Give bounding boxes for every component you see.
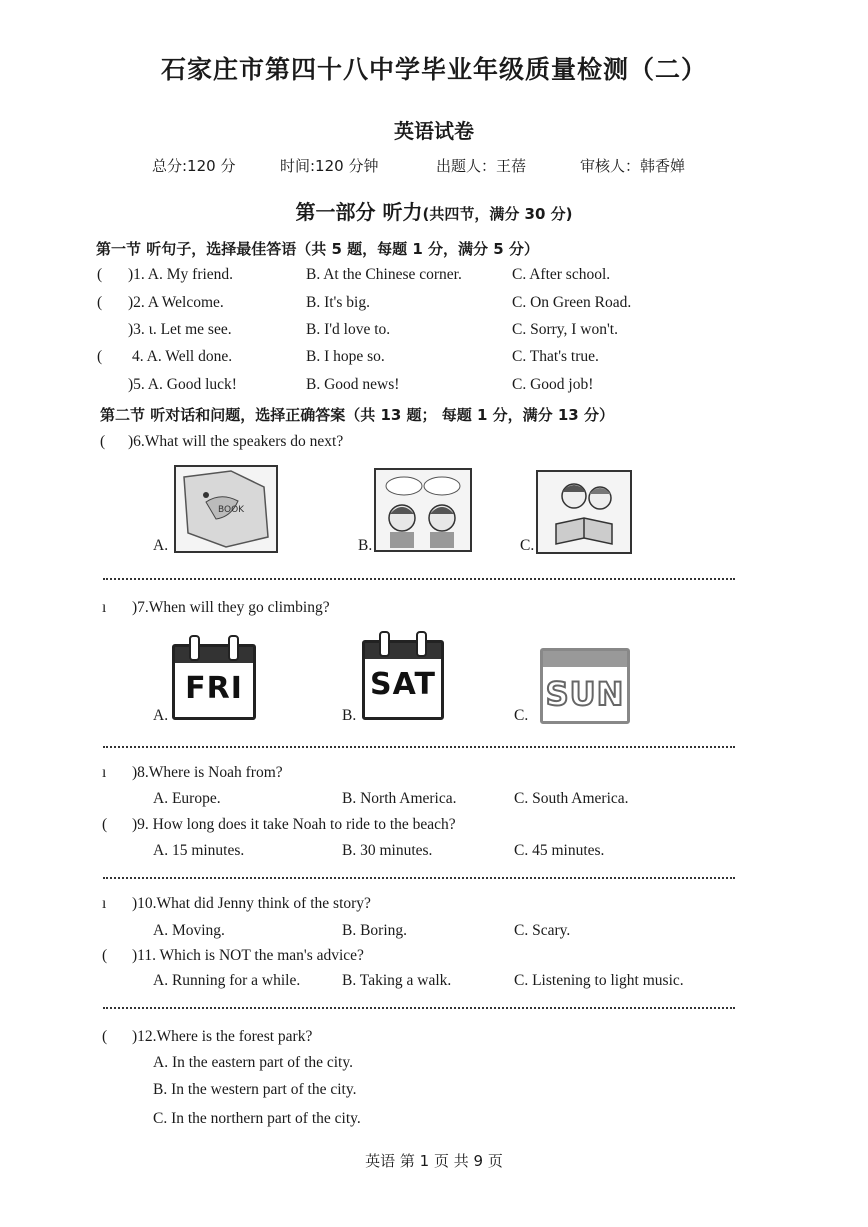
calendar-day-label: SAT	[370, 667, 436, 702]
talking-kids-picture	[374, 468, 472, 552]
question-option-a: 4. A. Well done.	[132, 348, 233, 365]
calendar-day-label: FRI	[185, 671, 243, 706]
answer-paren[interactable]: (	[102, 1028, 108, 1045]
q6-label-a: A.	[153, 537, 169, 554]
page-footer: 英语 第 1 页 共 9 页	[365, 1152, 503, 1170]
calendar-ring	[189, 635, 200, 661]
calendar-fri-icon	[172, 644, 256, 720]
question-7-text: )7.When will they go climbing?	[132, 599, 330, 616]
answer-paren[interactable]: ı	[102, 599, 107, 616]
calendar-sun-icon	[540, 648, 630, 724]
question-6-text: )6.What will the speakers do next?	[128, 433, 344, 450]
question-option-a: A. In the eastern part of the city.	[153, 1054, 353, 1071]
question-option-c: C. South America.	[514, 790, 629, 807]
exam-subtitle: 英语试卷	[394, 119, 474, 143]
question-option-c: C. On Green Road.	[512, 294, 632, 311]
q7-label-b: B.	[342, 707, 357, 724]
question-12-text: )12.Where is the forest park?	[132, 1028, 313, 1045]
exam-title: 石家庄市第四十八中学毕业年级质量检测（二）	[160, 55, 707, 84]
question-10-text: )10.What did Jenny think of the story?	[132, 895, 371, 912]
question-option-b: B. 30 minutes.	[342, 842, 433, 859]
question-8-text: )8.Where is Noah from?	[132, 764, 283, 781]
question-option-a: )5. A. Good luck!	[128, 376, 237, 393]
question-option-b: B. North America.	[342, 790, 457, 807]
q7-label-a: A.	[153, 707, 169, 724]
reading-kids-picture	[536, 470, 632, 554]
calendar-bar	[175, 647, 253, 663]
exam-reviewer: 审核人：韩香婵	[580, 157, 686, 175]
calendar-bar	[365, 643, 441, 659]
calendar-day-label: SUN	[545, 675, 625, 713]
question-option-c: C. 45 minutes.	[514, 842, 605, 859]
question-option-b: B. In the western part of the city.	[153, 1081, 357, 1098]
question-option-a: )1. A. My friend.	[128, 266, 234, 283]
question-option-b: B. It's big.	[306, 294, 370, 311]
part1-title	[0, 196, 868, 225]
q7-label-c: C.	[514, 707, 529, 724]
question-option-c: C. After school.	[512, 266, 611, 283]
answer-paren[interactable]: (	[100, 433, 106, 450]
answer-paren[interactable]: (	[102, 947, 108, 964]
question-option-b: B. Taking a walk.	[342, 972, 452, 989]
calendar-bar	[543, 651, 627, 667]
question-option-c: C. Sorry, I won't.	[512, 321, 618, 338]
question-9-text: )9. How long does it take Noah to ride to the beach?	[132, 816, 456, 833]
question-option-a: A. Moving.	[153, 922, 225, 939]
question-option-b: B. I hope so.	[306, 348, 385, 365]
question-option-b: B. I'd love to.	[306, 321, 391, 338]
question-option-c: C. In the northern part of the city.	[153, 1110, 361, 1127]
question-11-text: )11. Which is NOT the man's advice?	[132, 947, 364, 964]
calendar-ring	[228, 635, 239, 661]
reading-kids-icon	[538, 472, 630, 552]
section2-title: 第二节 听对话和问题，选择正确答案（共 13 题； 每题 1 分，满分 13 分）	[100, 406, 614, 424]
divider	[103, 578, 735, 580]
section1-title: 第一节 听句子，选择最佳答语（共 5 题，每题 1 分，满分 5 分）	[96, 240, 539, 258]
divider	[103, 877, 735, 879]
answer-paren[interactable]: (	[97, 348, 103, 365]
answer-paren[interactable]: (	[97, 266, 103, 283]
question-option-a: A. 15 minutes.	[153, 842, 245, 859]
question-option-a: A. Europe.	[153, 790, 221, 807]
question-option-a: )2. A Welcome.	[128, 294, 224, 311]
divider	[103, 1007, 735, 1009]
question-option-c: C. That's true.	[512, 348, 599, 365]
answer-paren[interactable]: ı	[102, 895, 107, 912]
exam-author: 出题人：王蓓	[436, 157, 527, 175]
exam-time: 时间:120 分钟	[280, 157, 379, 175]
answer-paren[interactable]: (	[102, 816, 108, 833]
question-option-a: )3. ι. Let me see.	[128, 321, 232, 338]
book-map-picture	[174, 465, 278, 553]
part1-note: (共四节，满分 30 分)	[422, 205, 573, 223]
question-option-a: A. Running for a while.	[153, 972, 301, 989]
question-option-b: B. Boring.	[342, 922, 408, 939]
q6-label-c: C.	[520, 537, 535, 554]
answer-paren[interactable]: ı	[102, 764, 107, 781]
question-option-c: C. Good job!	[512, 376, 594, 393]
calendar-ring	[416, 631, 427, 657]
book-label: BOOK	[218, 505, 245, 515]
book-map-icon	[176, 467, 276, 551]
answer-paren[interactable]: (	[97, 294, 103, 311]
question-option-c: C. Listening to light music.	[514, 972, 684, 989]
calendar-ring	[379, 631, 390, 657]
question-option-b: B. Good news!	[306, 376, 400, 393]
talking-kids-icon	[376, 470, 470, 550]
part1-heading: 第一部分 听力	[295, 200, 423, 224]
total-score: 总分:120 分	[152, 157, 236, 175]
calendar-sat-icon	[362, 640, 444, 720]
q6-label-b: B.	[358, 537, 373, 554]
divider	[103, 746, 735, 748]
question-option-b: B. At the Chinese corner.	[306, 266, 462, 283]
question-option-c: C. Scary.	[514, 922, 571, 939]
